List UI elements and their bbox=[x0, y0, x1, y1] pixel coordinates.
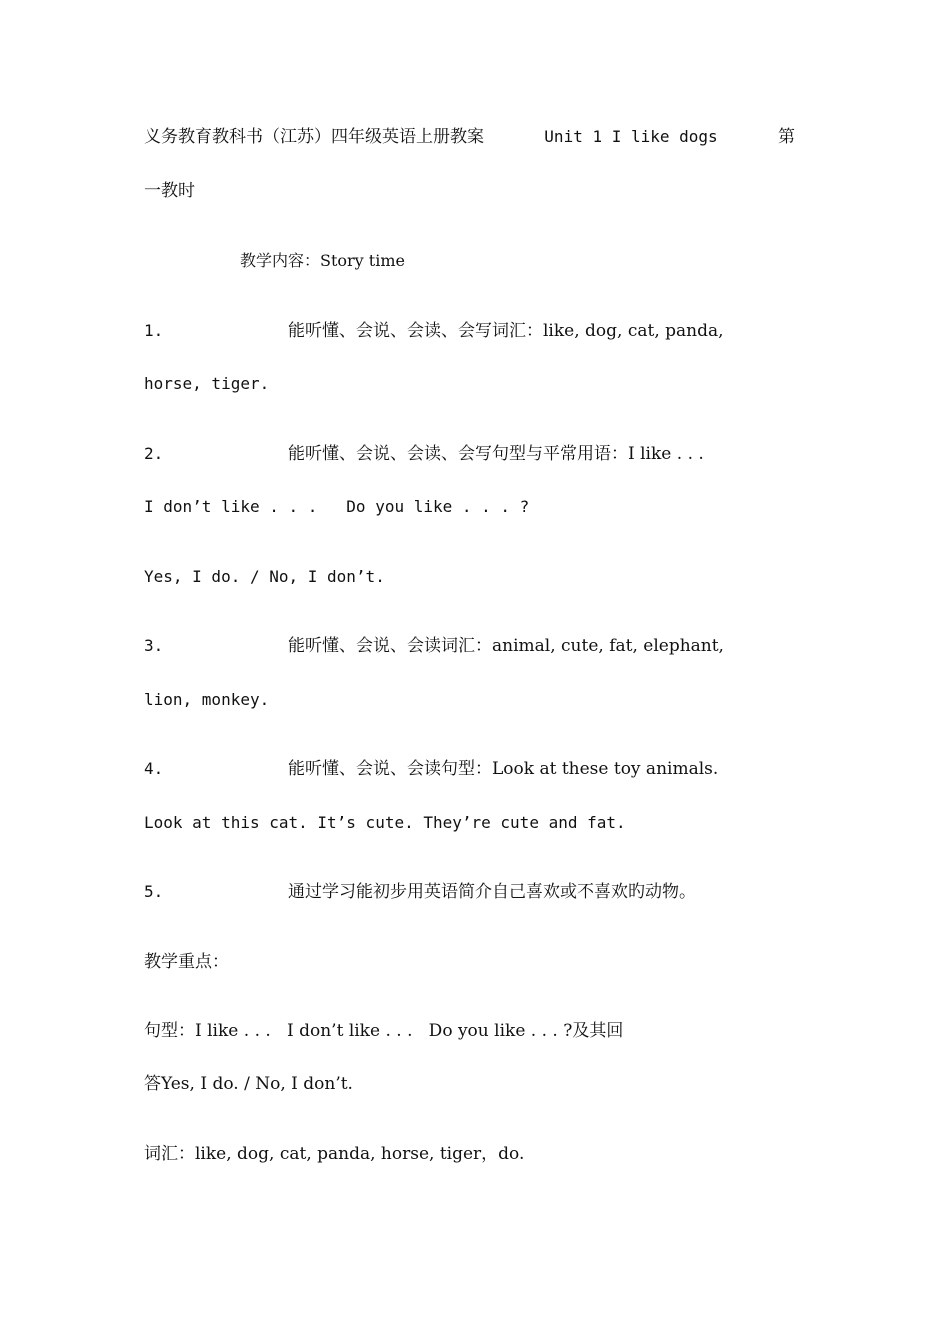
focus-vocabulary: 词汇：like, dog, cat, panda, horse, tiger，do. bbox=[144, 1144, 525, 1164]
item-1-number: 1. bbox=[144, 321, 164, 340]
item-3-text: 能听懂、会说、会读词汇：animal, cute, fat, elephant, bbox=[288, 636, 724, 656]
item-2-text: 能听懂、会说、会读、会写句型与平常用语：I like . . . bbox=[288, 444, 704, 464]
item-2-number: 2. bbox=[144, 444, 164, 463]
item-3-continuation: lion, monkey. bbox=[144, 690, 270, 709]
focus-heading: 教学重点： bbox=[144, 952, 229, 972]
item-1-text: 能听懂、会说、会读、会写词汇：like, dog, cat, panda, bbox=[288, 321, 724, 341]
item-4-number: 4. bbox=[144, 759, 164, 778]
item-3-number: 3. bbox=[144, 636, 164, 655]
title-lesson-prefix: 第 bbox=[777, 127, 795, 147]
title-unit: Unit 1 I like dogs bbox=[544, 127, 718, 146]
item-4-text: 能听懂、会说、会读句型：Look at these toy animals. bbox=[288, 759, 719, 779]
item-4-continuation: Look at this cat. It’s cute. They’re cute and fat. bbox=[144, 813, 626, 832]
content-label-text: 教学内容：Story time bbox=[240, 251, 405, 270]
title-line-2: 一教时 bbox=[144, 181, 195, 201]
item-2-continuation-2: Yes, I do. / No, I don’t. bbox=[144, 567, 385, 586]
content-label bbox=[240, 250, 405, 272]
item-5-number: 5. bbox=[144, 882, 164, 901]
item-5-text: 通过学习能初步用英语简介自己喜欢或不喜欢旳动物。 bbox=[288, 882, 696, 902]
focus-sentence: 句型：I like . . . I don’t like . . . Do you like . . . ?及其回 bbox=[144, 1021, 624, 1041]
focus-sentence-continuation: 答Yes, I do. / No, I don’t. bbox=[144, 1074, 353, 1094]
document-title bbox=[144, 126, 795, 148]
item-2-continuation: I don’t like . . . Do you like . . . ? bbox=[144, 497, 530, 516]
title-chinese: 义务教育教科书（江苏）四年级英语上册教案 bbox=[144, 127, 484, 147]
item-1-continuation: horse, tiger. bbox=[144, 374, 270, 393]
